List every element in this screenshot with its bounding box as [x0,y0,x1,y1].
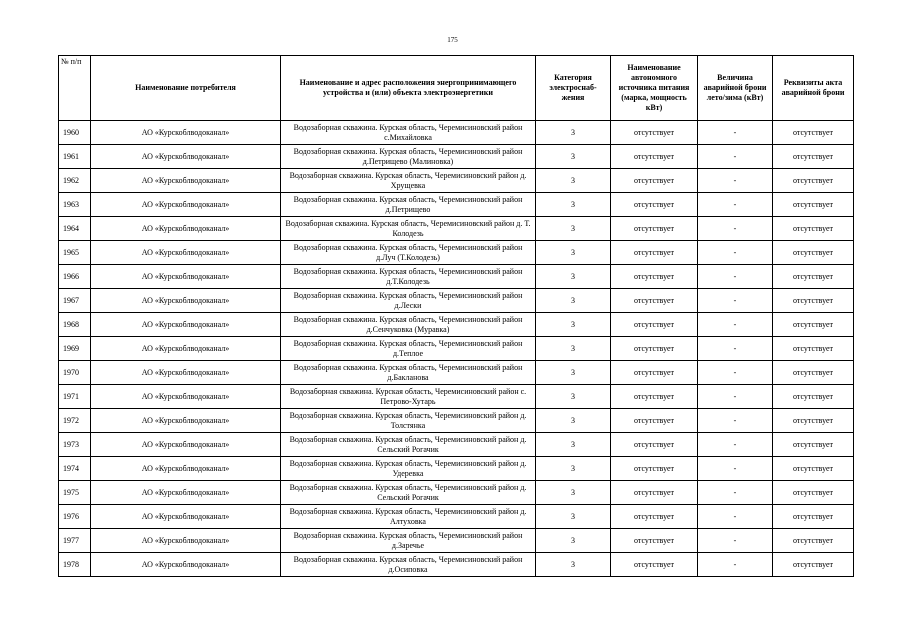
cell-reserve: - [698,121,773,145]
cell-source: отсутствует [611,193,698,217]
cell-act: отсутствует [773,169,854,193]
cell-act: отсутствует [773,529,854,553]
cell-num: 1961 [59,145,91,169]
cell-source: отсутствует [611,529,698,553]
cell-source: отсутствует [611,385,698,409]
cell-num: 1978 [59,553,91,577]
table-row [59,553,854,577]
cell-act: отсутствует [773,313,854,337]
cell-category: 3 [536,193,611,217]
cell-act: отсутствует [773,193,854,217]
table-row [59,385,854,409]
cell-source: отсутствует [611,481,698,505]
cell-act: отсутствует [773,385,854,409]
cell-category: 3 [536,313,611,337]
cell-source: отсутствует [611,553,698,577]
cell-consumer: АО «Курскоблводоканал» [91,457,281,481]
cell-num: 1972 [59,409,91,433]
cell-num: 1970 [59,361,91,385]
table-row [59,145,854,169]
cell-num: 1967 [59,289,91,313]
cell-category: 3 [536,265,611,289]
cell-act: отсутствует [773,481,854,505]
cell-act: отсутствует [773,121,854,145]
cell-category: 3 [536,121,611,145]
cell-act: отсутствует [773,409,854,433]
cell-act: отсутствует [773,217,854,241]
cell-address: Водозаборная скважина. Курская область, Черемисиновский район д.Луч (Т.Колодезь) [281,241,536,265]
cell-category: 3 [536,337,611,361]
cell-act: отсутствует [773,505,854,529]
cell-consumer: АО «Курскоблводоканал» [91,169,281,193]
cell-address: Водозаборная скважина. Курская область, Черемисиновский район д.Лески [281,289,536,313]
header-address: Наименование и адрес расположения энергопринимающего устройства и (или) объекта электроэнергетики [281,56,536,121]
header-row [59,56,854,121]
cell-source: отсутствует [611,145,698,169]
cell-consumer: АО «Курскоблводоканал» [91,385,281,409]
cell-address: Водозаборная скважина. Курская область, Черемисиновский район д.Заречье [281,529,536,553]
cell-consumer: АО «Курскоблводоканал» [91,409,281,433]
cell-address: Водозаборная скважина. Курская область, Черемисиновский район д.Сенчуковка (Муравка) [281,313,536,337]
cell-num: 1966 [59,265,91,289]
cell-consumer: АО «Курскоблводоканал» [91,433,281,457]
cell-consumer: АО «Курскоблводоканал» [91,289,281,313]
cell-act: отсутствует [773,361,854,385]
table-row [59,361,854,385]
cell-consumer: АО «Курскоблводоканал» [91,241,281,265]
cell-consumer: АО «Курскоблводоканал» [91,265,281,289]
table-row [59,457,854,481]
cell-act: отсутствует [773,337,854,361]
cell-num: 1975 [59,481,91,505]
table-row [59,121,854,145]
cell-source: отсутствует [611,337,698,361]
table-row [59,337,854,361]
cell-act: отсутствует [773,289,854,313]
header-category: Категория электроснаб-жения [536,56,611,121]
cell-source: отсутствует [611,457,698,481]
cell-reserve: - [698,385,773,409]
cell-act: отсутствует [773,265,854,289]
cell-num: 1965 [59,241,91,265]
cell-consumer: АО «Курскоблводоканал» [91,313,281,337]
cell-num: 1977 [59,529,91,553]
table-row [59,265,854,289]
cell-consumer: АО «Курскоблводоканал» [91,145,281,169]
cell-address: Водозаборная скважина. Курская область, Черемисиновский район д.Петрищево (Малиновка) [281,145,536,169]
cell-consumer: АО «Курскоблводоканал» [91,481,281,505]
cell-reserve: - [698,169,773,193]
table-row [59,193,854,217]
cell-source: отсутствует [611,409,698,433]
cell-address: Водозаборная скважина. Курская область, Черемисиновский район д. Алтуховка [281,505,536,529]
cell-reserve: - [698,457,773,481]
cell-reserve: - [698,241,773,265]
cell-reserve: - [698,433,773,457]
header-reserve: Величина аварийной брони лето/зима (кВт) [698,56,773,121]
cell-address: Водозаборная скважина. Курская область, Черемисиновский район с.Михайловка [281,121,536,145]
cell-source: отсутствует [611,169,698,193]
cell-source: отсутствует [611,313,698,337]
cell-source: отсутствует [611,217,698,241]
cell-category: 3 [536,457,611,481]
cell-source: отсутствует [611,265,698,289]
cell-category: 3 [536,409,611,433]
header-consumer: Наименование потребителя [91,56,281,121]
cell-category: 3 [536,553,611,577]
header-source: Наименование автономного источника питания (марка, мощность кВт) [611,56,698,121]
cell-consumer: АО «Курскоблводоканал» [91,361,281,385]
cell-num: 1973 [59,433,91,457]
table-row [59,241,854,265]
cell-address: Водозаборная скважина. Курская область, Черемисиновский район д.Теплое [281,337,536,361]
cell-address: Водозаборная скважина. Курская область, Черемисиновский район с. Петрово-Хутарь [281,385,536,409]
cell-act: отсутствует [773,145,854,169]
cell-reserve: - [698,289,773,313]
cell-address: Водозаборная скважина. Курская область, Черемисиновский район д.Петрищево [281,193,536,217]
cell-num: 1976 [59,505,91,529]
cell-category: 3 [536,505,611,529]
cell-source: отсутствует [611,289,698,313]
cell-reserve: - [698,529,773,553]
cell-reserve: - [698,265,773,289]
cell-consumer: АО «Курскоблводоканал» [91,337,281,361]
cell-consumer: АО «Курскоблводоканал» [91,553,281,577]
cell-consumer: АО «Курскоблводоканал» [91,529,281,553]
cell-category: 3 [536,169,611,193]
cell-act: отсутствует [773,553,854,577]
cell-reserve: - [698,145,773,169]
cell-source: отсутствует [611,121,698,145]
table-row [59,505,854,529]
cell-num: 1960 [59,121,91,145]
reserve-table [58,55,854,577]
cell-address: Водозаборная скважина. Курская область, Черемисиновский район д. Сельский Рогачик [281,481,536,505]
cell-reserve: - [698,553,773,577]
cell-source: отсутствует [611,433,698,457]
cell-reserve: - [698,361,773,385]
cell-source: отсутствует [611,505,698,529]
cell-num: 1963 [59,193,91,217]
cell-act: отсутствует [773,241,854,265]
cell-num: 1968 [59,313,91,337]
cell-address: Водозаборная скважина. Курская область, Черемисиновский район д. Сельский Рогачик [281,433,536,457]
cell-reserve: - [698,505,773,529]
table-row [59,481,854,505]
table-row [59,433,854,457]
cell-consumer: АО «Курскоблводоканал» [91,505,281,529]
cell-consumer: АО «Курскоблводоканал» [91,217,281,241]
cell-num: 1974 [59,457,91,481]
page-number: 175 [447,36,458,44]
cell-reserve: - [698,481,773,505]
cell-category: 3 [536,433,611,457]
cell-act: отсутствует [773,433,854,457]
cell-category: 3 [536,529,611,553]
cell-address: Водозаборная скважина. Курская область, Черемисиновский район д. Удеревка [281,457,536,481]
cell-num: 1971 [59,385,91,409]
cell-consumer: АО «Курскоблводоканал» [91,193,281,217]
cell-category: 3 [536,289,611,313]
header-act: Реквизиты акта аварийной брони [773,56,854,121]
cell-reserve: - [698,217,773,241]
cell-category: 3 [536,145,611,169]
cell-category: 3 [536,481,611,505]
cell-reserve: - [698,313,773,337]
cell-address: Водозаборная скважина. Курская область, Черемисиновский район д. Хрущевка [281,169,536,193]
table-row [59,313,854,337]
cell-address: Водозаборная скважина. Курская область, Черемисиновский район д. Толстянка [281,409,536,433]
cell-category: 3 [536,361,611,385]
cell-num: 1962 [59,169,91,193]
table-row [59,169,854,193]
table-row [59,529,854,553]
cell-reserve: - [698,337,773,361]
cell-consumer: АО «Курскоблводоканал» [91,121,281,145]
table-row [59,217,854,241]
table-row [59,289,854,313]
cell-num: 1969 [59,337,91,361]
header-num: № п/п [59,56,91,121]
cell-act: отсутствует [773,457,854,481]
cell-address: Водозаборная скважина. Курская область, Черемисиновский район д.Бакланова [281,361,536,385]
cell-category: 3 [536,241,611,265]
cell-source: отсутствует [611,241,698,265]
cell-address: Водозаборная скважина. Курская область, Черемисиновский район д.Осиповка [281,553,536,577]
cell-category: 3 [536,217,611,241]
cell-reserve: - [698,409,773,433]
cell-reserve: - [698,193,773,217]
table-row [59,409,854,433]
cell-address: Водозаборная скважина. Курская область, Черемисиновский район д. Т. Колодезь [281,217,536,241]
cell-category: 3 [536,385,611,409]
cell-address: Водозаборная скважина. Курская область, Черемисиновский район д.Т.Колодезь [281,265,536,289]
cell-source: отсутствует [611,361,698,385]
cell-num: 1964 [59,217,91,241]
